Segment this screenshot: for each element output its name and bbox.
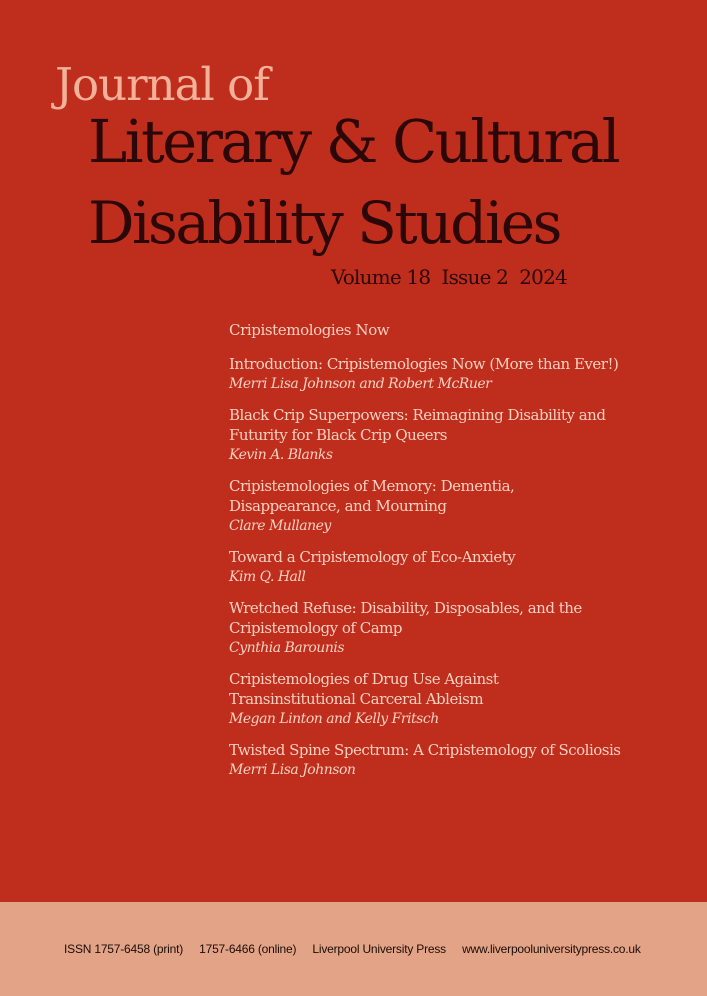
table-of-contents [229,320,629,791]
article-author: Merri Lisa Johnson [229,762,356,778]
issue-label: Issue 2 [441,265,509,289]
article-title: Toward a Cripistemology of Eco-Anxiety [229,548,516,566]
article-title: Introduction: Cripistemologies Now (More than Ever!) [229,355,619,373]
toc-item [229,547,629,587]
toc-item [229,405,629,465]
article-title: Cripistemologies of Memory: Dementia, Disappearance, and Mourning [229,477,515,515]
issn-online: 1757-6466 (online) [199,942,297,956]
volume-issue-line [331,265,567,289]
toc-item [229,669,629,729]
toc-heading: Cripistemologies Now [229,321,390,339]
footer-info [64,942,641,956]
article-title: Twisted Spine Spectrum: A Cripistemology of Scoliosis [229,741,621,759]
volume-label: Volume 18 [331,265,431,289]
article-title: Cripistemologies of Drug Use Against Transinstitutional Carceral Ableism [229,670,499,708]
journal-title-line-2: Literary & Cultural [88,107,619,176]
article-author: Megan Linton and Kelly Fritsch [229,711,439,727]
article-author: Kevin A. Blanks [229,447,333,463]
year-label: 2024 [519,265,567,289]
toc-item [229,476,629,536]
article-author: Clare Mullaney [229,518,331,534]
toc-item [229,740,629,780]
article-author: Merri Lisa Johnson and Robert McRuer [229,376,492,392]
article-title: Wretched Refuse: Disability, Disposables, and the Cripistemology of Camp [229,599,582,637]
article-author: Cynthia Barounis [229,640,345,656]
toc-item [229,598,629,658]
publisher-website: www.liverpooluniversitypress.co.uk [462,942,641,956]
toc-item [229,354,629,394]
publisher-name: Liverpool University Press [312,942,446,956]
issn-print: ISSN 1757-6458 (print) [64,942,183,956]
article-author: Kim Q. Hall [229,569,306,585]
journal-title-prefix: Journal of [55,58,269,111]
article-title: Black Crip Superpowers: Reimagining Disability and Futurity for Black Crip Queers [229,406,606,444]
cover-footer [0,902,707,996]
journal-title-line-3: Disability Studies [88,189,560,257]
